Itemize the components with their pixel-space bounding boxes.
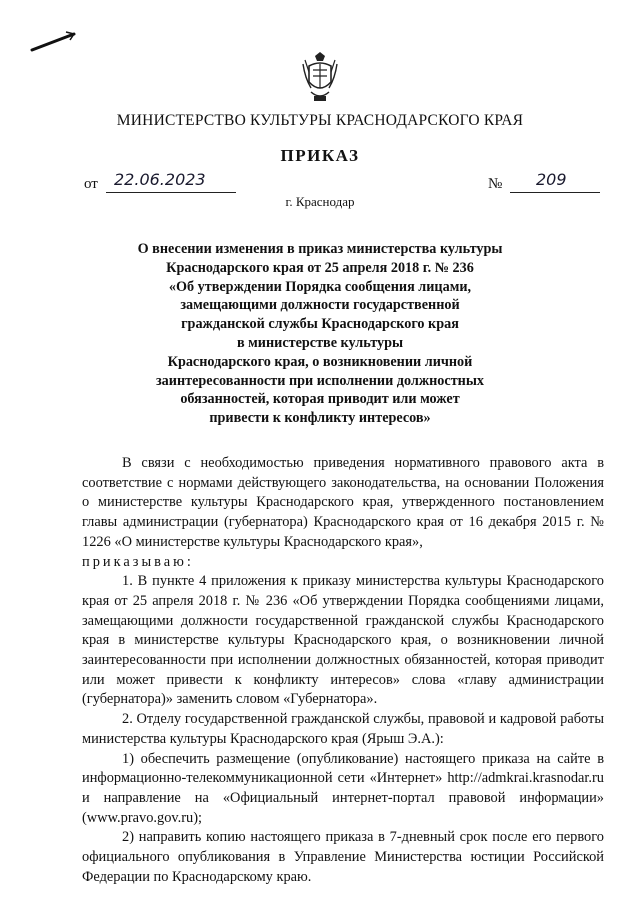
title-line: в министерстве культуры (236, 334, 404, 351)
number-value: 209 (536, 170, 567, 189)
title-line: «Об утверждении Порядка сообщения лицами, (168, 278, 472, 295)
document-type: ПРИКАЗ (280, 146, 360, 165)
title-line: замещающими должности государственной (180, 297, 460, 314)
title-line: обязанностей, которая приводит или может (180, 391, 460, 408)
date-prefix: от (84, 176, 98, 192)
paragraph-item-1: 1. В пункте 4 приложения к приказу министерства культуры Краснодарского края от 25 апреля 2018 г. № 236 «Об утверждении Порядка сообщениями лицами, замещающими должности государственной гражданской службы Краснодарского края в министерстве культуры Краснодарского края, о возникновении личной заинтересованности при исполнении должностных обязанностей, которая приводит или может привести к конфликту интересов» слова «главу администрации (губернатора)» заменить словом «Губернатора». (82, 573, 604, 708)
title-line: привести к конфликту интересов» (209, 410, 431, 427)
paragraph-order-word: приказываю: (82, 553, 194, 570)
title-line: заинтересованности при исполнении должностных (155, 372, 485, 389)
paragraph-preamble: В связи с необходимостью приведения нормативного правового акта в соответствие с нормами действующего законодательства, на основании Положения о министерстве культуры Краснодарского края, утвержденного постановлением главы администрации (губернатора) Краснодарского края от 16 декабря 2015 г. № 1226 «О министерстве культуры Краснодарского края», (82, 455, 604, 550)
city: г. Краснодар (285, 194, 355, 209)
paragraph-item-2: 2. Отделу государственной гражданской службы, правовой и кадровой работы министерства культуры Краснодарского края (Ярыш Э.А.): (82, 711, 604, 747)
number-line (510, 192, 600, 193)
document-title (100, 240, 540, 428)
number-sign: № (488, 176, 503, 192)
document-body (82, 454, 604, 887)
date-line (106, 192, 236, 193)
title-line: гражданской службы Краснодарского края (181, 316, 459, 333)
paragraph-subitem-1: 1) обеспечить размещение (опубликование) настоящего приказа на сайте в информационно-телекоммуникационной сети «Интернет» http://admkrai.krasnodar.ru и направление на «Официальный интернет-портал правовой информации» (www.pravo.gov.ru); (82, 750, 604, 826)
date-value: 22.06.2023 (114, 170, 206, 189)
title-line: О внесении изменения в приказ министерства культуры (137, 241, 503, 257)
title-line: Краснодарского края от 25 апреля 2018 г. № 236 (166, 259, 474, 276)
ministry-name: МИНИСТЕРСТВО КУЛЬТУРЫ КРАСНОДАРСКОГО КРАЯ (116, 112, 524, 129)
paragraph-subitem-2: 2) направить копию настоящего приказа в 7-дневный срок после его первого официального опубликования в Управление Министерства юстиции Российской Федерации по Краснодарскому краю. (82, 829, 604, 885)
title-line: Краснодарского края, о возникновении личной (167, 353, 473, 370)
krasnodar-coat-of-arms-icon (301, 52, 339, 104)
pen-mark-icon (30, 28, 76, 54)
